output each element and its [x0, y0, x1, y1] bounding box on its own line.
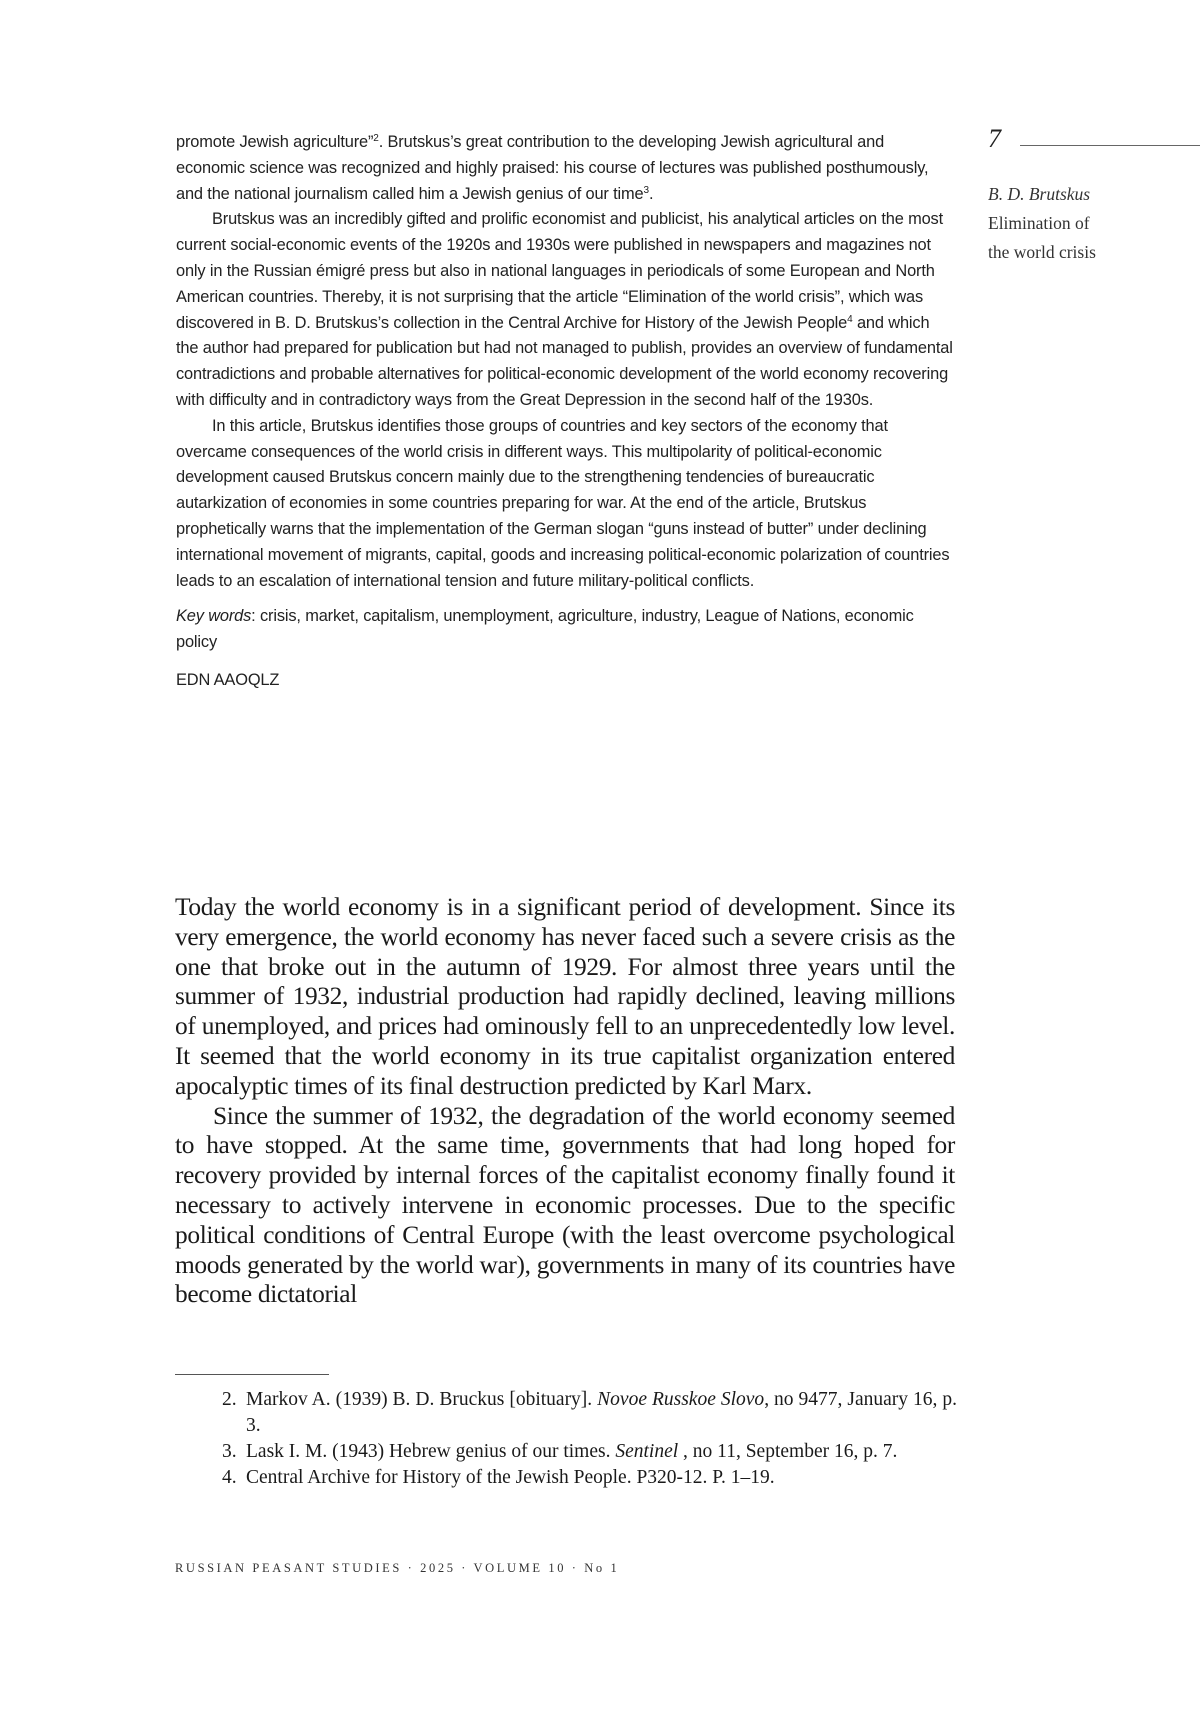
footnote-ref-2[interactable]: 2: [373, 133, 379, 144]
footnote-ref-3[interactable]: 3: [643, 184, 649, 196]
journal-footer: RUSSIAN PEASANT STUDIES · 2025 · VOLUME 10 · No 1: [175, 1561, 620, 1575]
edn-code: EDN AAOQLZ: [176, 670, 280, 689]
running-head-title-line2: the world crisis: [988, 242, 1096, 262]
footnote-3: 3. Lask I. M. (1943) Hebrew genius of our times. Sentinel , no 11, September 16, p. 7.: [222, 1441, 898, 1462]
running-head-title-line1: Elimination of: [988, 213, 1090, 233]
body-paragraph-2: Since the summer of 1932, the degradation of the world economy seemed to have stopped. At the same time, governments that had long hoped for recovery provided by internal forces of the capitalist economy finally found it necessary to actively intervene in economic processes. Due to the specific political conditions of Central Europe (with the least overcome psychological moods generated by the world war), governments in many of its countries have become dictatorial: [175, 1101, 955, 1309]
running-head: [988, 180, 1200, 267]
page-number-rule: [1020, 145, 1200, 146]
abstract-paragraph-3: In this article, Brutskus identifies those groups of countries and key sectors of the economy that overcame consequences of the world crisis in different ways. This multipolarity of political-economic development caused Brutskus concern mainly due to the strengthening tendencies of bureaucratic autarkization of economies in some countries preparing for war. At the end of the article, Brutskus prophetically warns that the implementation of the German slogan “guns instead of butter” under declining international movement of migrants, capital, goods and increasing political-economic polarization of countries leads to an escalation of international tension and future military-political conflicts.: [176, 416, 950, 590]
article-body: [175, 893, 955, 1310]
margin-column: [988, 124, 1200, 267]
abstract: [176, 130, 956, 694]
keywords-label: Key words: [176, 607, 252, 626]
body-paragraph-1: Today the world economy is in a significant period of development. Since its very emergence, the world economy has never faced such a severe crisis as the one that broke out in the autumn of 1929. For almost three years until the summer of 1932, industrial production had rapidly declined, leaving millions of unemployed, and prices had ominously fell to an unprecedentedly low level. It seemed that the world economy in its true capitalist organization entered apocalyptic times of its final destruction predicted by Karl Marx.: [175, 893, 955, 1100]
footnote-separator: [175, 1374, 329, 1375]
abstract-paragraph-1: promote Jewish agriculture”$^2$. Brutskus’s great contribution to the developing Jewish agricultural and economic science was recognized and highly praised: his course of lectures was published posthumously, and the national journalism called him a Jewish genius of our time$^3$.: [176, 133, 929, 203]
page-number: 7: [988, 124, 1001, 153]
footnote-2: 2. Markov A. (1939) B. D. Bruckus [obituary]. Novoe Russkoe Slovo, no 9477, January 16, p. 3.: [222, 1389, 957, 1436]
footnote-ref-4[interactable]: 4: [847, 313, 853, 325]
abstract-paragraph-2: Brutskus was an incredibly gifted and prolific economist and publicist, his analytical articles on the most current social-economic events of the 1920s and 1930s were published in newspapers and magazines not only in the Russian émigré press but also in national languages in periodicals of some European and North American countries. Thereby, it is not surprising that the article “Elimination of the world crisis”, which was discovered in B. D. Brutskus’s collection in the Central Archive for History of the Jewish People$^4$ and which the author had prepared for publication but had not managed to publish, provides an overview of fundamental contradictions and probable alternatives for political-economic development of the world economy recovering with difficulty and in contradictory ways from the Great Depression in the second half of the 1930s.: [176, 210, 953, 409]
footnote-4: 4. Central Archive for History of the Jewish People. P320-12. P. 1–19.: [222, 1467, 775, 1488]
running-head-author: B. D. Brutskus: [988, 184, 1091, 204]
footnotes: [222, 1387, 957, 1491]
keywords: Key words: crisis, market, capitalism, unemployment, agriculture, industry, League of Nations, economic policy: [176, 607, 914, 652]
